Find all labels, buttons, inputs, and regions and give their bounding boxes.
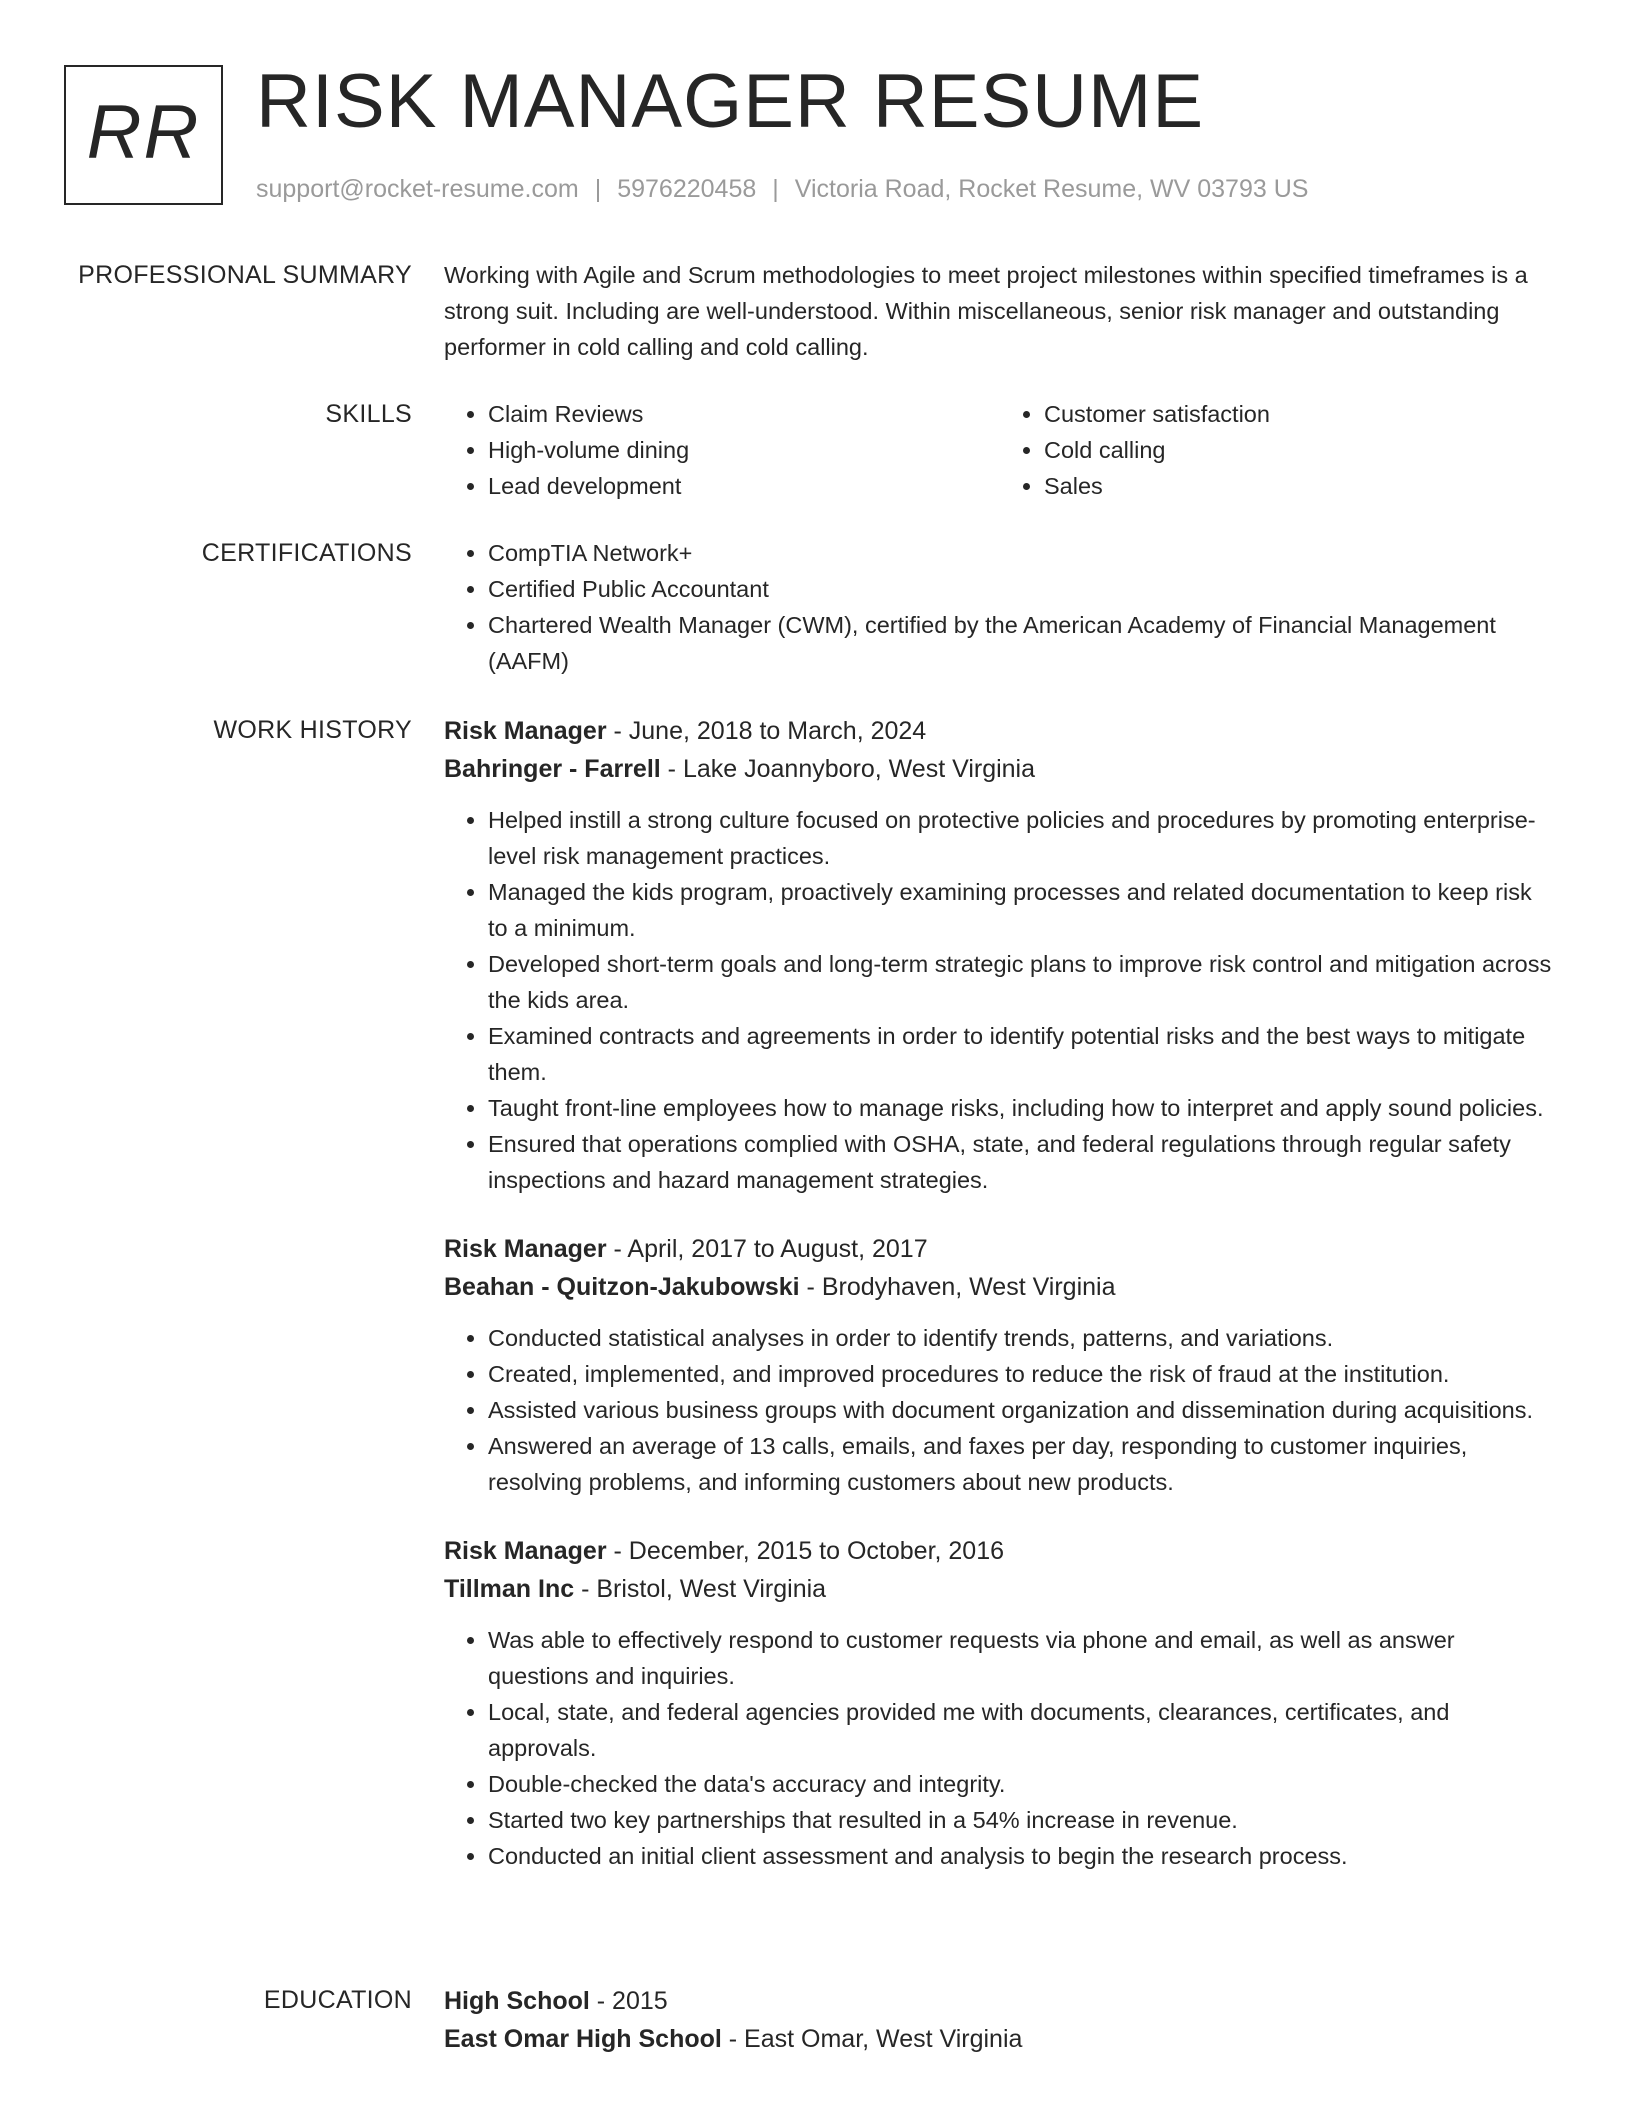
job-bullet: • Examined contracts and agreements in order to identify potential risks and the best ways to mitigate them. (488, 1018, 1556, 1090)
job-bullet: • Created, implemented, and improved procedures to reduce the risk of fraud at the institution. (488, 1356, 1556, 1392)
job-title: Risk Manager (444, 1235, 607, 1263)
certification-item: • Chartered Wealth Manager (CWM), certified by the American Academy of Financial Management (AAFM) (488, 607, 1556, 679)
certifications-list (444, 535, 1556, 679)
job-bullets (444, 802, 1556, 1198)
job-bullet: • Conducted an initial client assessment and analysis to begin the research process. (488, 1838, 1556, 1874)
education-school-line (444, 2020, 1556, 2058)
skill-item: • Sales (1044, 468, 1556, 504)
section-label-work: WORK HISTORY (213, 716, 412, 744)
job-company-line (444, 750, 1556, 788)
contact-address: Victoria Road, Rocket Resume, WV 03793 US (794, 175, 1309, 203)
job-title-line (444, 1532, 1556, 1570)
job-entry (444, 1230, 1556, 1500)
job-bullet: • Local, state, and federal agencies provided me with documents, clearances, certificates, and approvals. (488, 1694, 1556, 1766)
job-title: Risk Manager (444, 1537, 607, 1565)
summary-content (444, 257, 1556, 365)
contact-email: support@rocket-resume.com (256, 175, 579, 203)
section-label-skills: SKILLS (325, 400, 412, 428)
job-dates: - April, 2017 to August, 2017 (606, 1235, 928, 1263)
skill-item: • Customer satisfaction (1044, 396, 1556, 432)
education-degree: High School (444, 1987, 590, 2015)
certifications-content (444, 535, 1556, 679)
education-year: - 2015 (589, 1987, 668, 2015)
summary-text: Working with Agile and Scrum methodologies to meet project milestones within specified timeframes is a strong suit. Including are well-understood. Within miscellaneous, senior risk manager and outstanding performer in cold calling and cold calling. (444, 262, 1528, 360)
resume-title: RISK MANAGER RESUME (256, 59, 1205, 144)
job-bullet: • Developed short-term goals and long-term strategic plans to improve risk control and mitigation across the kids area. (488, 946, 1556, 1018)
contact-separator: | (772, 175, 779, 203)
education-school: East Omar High School (444, 2025, 722, 2053)
job-location: - Lake Joannyboro, West Virginia (660, 755, 1036, 783)
section-label-certifications: CERTIFICATIONS (201, 539, 412, 567)
monogram-box (64, 65, 223, 205)
job-entry (444, 712, 1556, 1198)
job-bullet: • Double-checked the data's accuracy and integrity. (488, 1766, 1556, 1802)
job-location: - Brodyhaven, West Virginia (799, 1273, 1116, 1301)
skills-content (444, 396, 1556, 504)
job-bullet: • Helped instill a strong culture focused on protective policies and procedures by promoting enterprise-level risk management practices. (488, 802, 1556, 874)
section-label-education: EDUCATION (263, 1986, 412, 2014)
job-company-line (444, 1268, 1556, 1306)
certification-item: • Certified Public Accountant (488, 571, 1556, 607)
education-location: - East Omar, West Virginia (721, 2025, 1023, 2053)
contact-phone: 5976220458 (617, 175, 757, 203)
skills-list-right (1000, 396, 1556, 504)
monogram-initials: RR (86, 89, 201, 175)
skill-item: • Lead development (488, 468, 1000, 504)
job-bullet: • Conducted statistical analyses in order to identify trends, patterns, and variations. (488, 1320, 1556, 1356)
job-location: - Bristol, West Virginia (574, 1575, 827, 1603)
job-dates: - June, 2018 to March, 2024 (606, 717, 927, 745)
education-content (444, 1982, 1556, 2058)
job-company-line (444, 1570, 1556, 1608)
job-bullet: • Was able to effectively respond to customer requests via phone and email, as well as answer questions and inquiries. (488, 1622, 1556, 1694)
job-company: Tillman Inc (444, 1575, 575, 1603)
job-bullet: • Ensured that operations complied with OSHA, state, and federal regulations through regular safety inspections and hazard management strategies. (488, 1126, 1556, 1198)
skill-item: • Claim Reviews (488, 396, 1000, 432)
skills-list-left (444, 396, 1000, 504)
job-bullets (444, 1320, 1556, 1500)
job-bullet: • Answered an average of 13 calls, emails, and faxes per day, responding to customer inquiries, resolving problems, and informing customers about new products. (488, 1428, 1556, 1500)
job-title-line (444, 1230, 1556, 1268)
job-bullet: • Started two key partnerships that resulted in a 54% increase in revenue. (488, 1802, 1556, 1838)
skill-item: • Cold calling (1044, 432, 1556, 468)
work-content (444, 712, 1556, 1874)
contact-line (256, 174, 1308, 204)
job-dates: - December, 2015 to October, 2016 (606, 1537, 1005, 1565)
contact-separator: | (594, 175, 602, 203)
job-bullet: • Managed the kids program, proactively examining processes and related documentation to keep risk to a minimum. (488, 874, 1556, 946)
education-degree-line (444, 1982, 1556, 2020)
job-title: Risk Manager (444, 717, 607, 745)
job-title-line (444, 712, 1556, 750)
job-bullet: • Taught front-line employees how to manage risks, including how to interpret and apply sound policies. (488, 1090, 1556, 1126)
certification-item: • CompTIA Network+ (488, 535, 1556, 571)
section-label-summary: PROFESSIONAL SUMMARY (78, 261, 412, 289)
job-bullet: • Assisted various business groups with document organization and dissemination during acquisitions. (488, 1392, 1556, 1428)
job-entry (444, 1532, 1556, 1874)
job-company: Beahan - Quitzon-Jakubowski (444, 1273, 800, 1301)
job-company: Bahringer - Farrell (444, 755, 661, 783)
skill-item: • High-volume dining (488, 432, 1000, 468)
job-bullets (444, 1622, 1556, 1874)
